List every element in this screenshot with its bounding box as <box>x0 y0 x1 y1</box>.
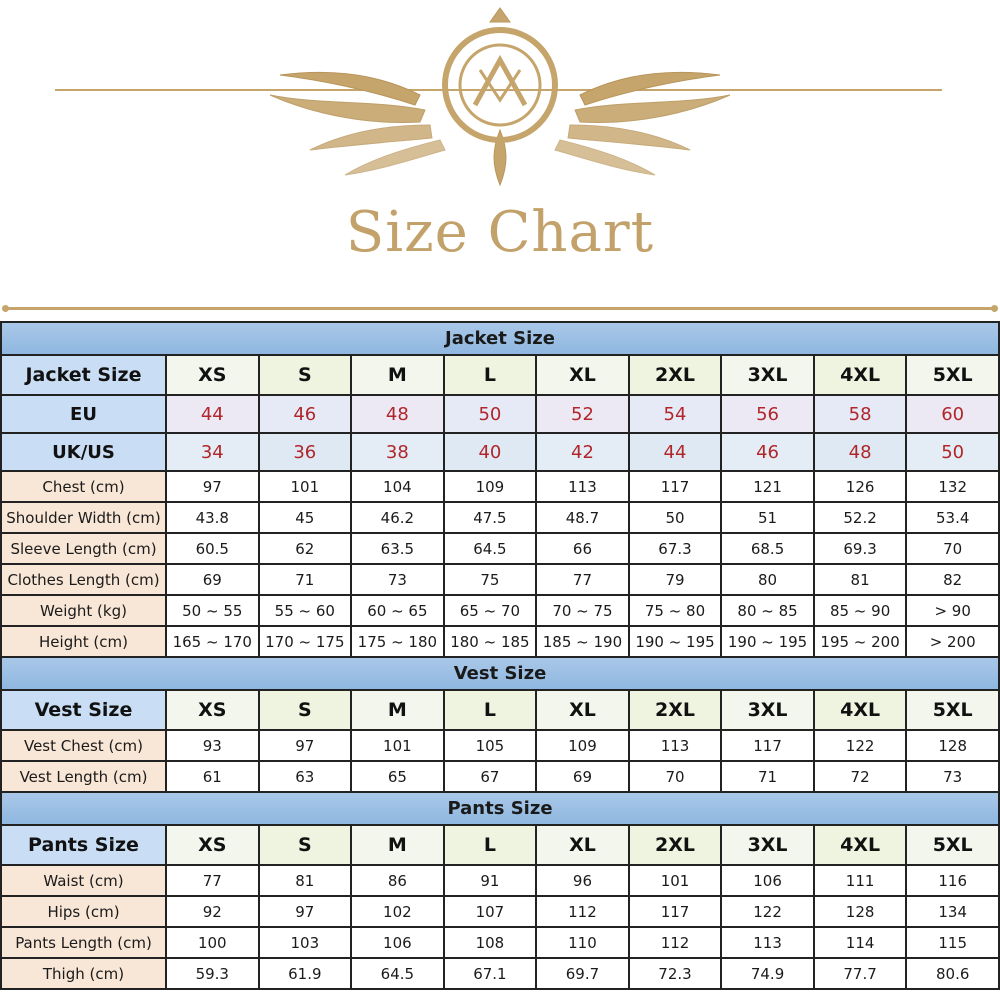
pants-measure-value: 112 <box>536 896 629 927</box>
pants-measure-value: 69.7 <box>536 958 629 989</box>
jacket-size-2: M <box>351 355 444 395</box>
pants-measure-value: 74.9 <box>721 958 814 989</box>
jacket-measure-value: 43.8 <box>166 502 259 533</box>
jacket-measure-value: 73 <box>351 564 444 595</box>
pants-measure-value: 77.7 <box>814 958 907 989</box>
vest-size-6: 3XL <box>721 690 814 730</box>
jacket-code-label: UK/US <box>1 433 166 471</box>
vest-measure-value: 71 <box>721 761 814 792</box>
pants-measure-value: 102 <box>351 896 444 927</box>
vest-measure-value: 61 <box>166 761 259 792</box>
pants-measure-value: 59.3 <box>166 958 259 989</box>
jacket-size-4: XL <box>536 355 629 395</box>
header <box>0 0 1000 320</box>
jacket-measure-value: 51 <box>721 502 814 533</box>
jacket-measure-value: 68.5 <box>721 533 814 564</box>
jacket-measure-value: 185 ~ 190 <box>536 626 629 657</box>
jacket-measure-value: 80 <box>721 564 814 595</box>
pants-measure-value: 128 <box>814 896 907 927</box>
vest-measure-value: 93 <box>166 730 259 761</box>
table-row <box>1 502 999 533</box>
jacket-measure-value: 45 <box>259 502 352 533</box>
table-row <box>1 730 999 761</box>
jacket-measure-value: 165 ~ 170 <box>166 626 259 657</box>
pants-size-header-label: Pants Size <box>1 825 166 865</box>
vest-size-8: 5XL <box>906 690 999 730</box>
jacket-code-value: 46 <box>721 433 814 471</box>
pants-measure-value: 111 <box>814 865 907 896</box>
vest-measure-value: 67 <box>444 761 537 792</box>
pants-size-4: XL <box>536 825 629 865</box>
jacket-measure-value: 69.3 <box>814 533 907 564</box>
jacket-measure-value: 97 <box>166 471 259 502</box>
pants-measure-value: 108 <box>444 927 537 958</box>
pants-measure-value: 96 <box>536 865 629 896</box>
pants-size-6: 3XL <box>721 825 814 865</box>
jacket-measure-value: 190 ~ 195 <box>721 626 814 657</box>
jacket-measure-value: > 90 <box>906 595 999 626</box>
vest-measure-label: Vest Length (cm) <box>1 761 166 792</box>
jacket-measure-value: 50 <box>629 502 722 533</box>
table-row <box>1 865 999 896</box>
jacket-measure-label: Weight (kg) <box>1 595 166 626</box>
pants-measure-value: 117 <box>629 896 722 927</box>
jacket-measure-label: Chest (cm) <box>1 471 166 502</box>
jacket-measure-value: 75 <box>444 564 537 595</box>
vest-size-4: XL <box>536 690 629 730</box>
pants-measure-value: 72.3 <box>629 958 722 989</box>
jacket-size-5: 2XL <box>629 355 722 395</box>
vest-measure-value: 128 <box>906 730 999 761</box>
divider-dot-right <box>991 305 998 312</box>
jacket-measure-value: 66 <box>536 533 629 564</box>
jacket-code-value: 54 <box>629 395 722 433</box>
jacket-measure-value: 47.5 <box>444 502 537 533</box>
jacket-measure-value: 121 <box>721 471 814 502</box>
jacket-code-value: 46 <box>259 395 352 433</box>
jacket-measure-value: 81 <box>814 564 907 595</box>
pants-measure-value: 97 <box>259 896 352 927</box>
vest-measure-value: 105 <box>444 730 537 761</box>
vest-measure-value: 97 <box>259 730 352 761</box>
jacket-measure-value: 82 <box>906 564 999 595</box>
jacket-measure-value: > 200 <box>906 626 999 657</box>
jacket-measure-value: 63.5 <box>351 533 444 564</box>
pants-measure-value: 114 <box>814 927 907 958</box>
jacket-measure-value: 64.5 <box>444 533 537 564</box>
jacket-code-value: 36 <box>259 433 352 471</box>
vest-measure-value: 113 <box>629 730 722 761</box>
pants-section-title: Pants Size <box>1 792 999 825</box>
jacket-code-value: 50 <box>906 433 999 471</box>
jacket-measure-value: 55 ~ 60 <box>259 595 352 626</box>
vest-measure-value: 101 <box>351 730 444 761</box>
vest-size-5: 2XL <box>629 690 722 730</box>
size-chart-table <box>0 321 1000 990</box>
jacket-measure-value: 170 ~ 175 <box>259 626 352 657</box>
jacket-section-title: Jacket Size <box>1 322 999 355</box>
jacket-measure-value: 80 ~ 85 <box>721 595 814 626</box>
table-row <box>1 471 999 502</box>
pants-measure-value: 64.5 <box>351 958 444 989</box>
jacket-code-value: 52 <box>536 395 629 433</box>
jacket-measure-value: 50 ~ 55 <box>166 595 259 626</box>
vest-size-header-row <box>1 690 999 730</box>
jacket-measure-value: 113 <box>536 471 629 502</box>
jacket-size-8: 5XL <box>906 355 999 395</box>
jacket-measure-value: 60.5 <box>166 533 259 564</box>
vest-section-title: Vest Size <box>1 657 999 690</box>
pants-measure-value: 106 <box>351 927 444 958</box>
jacket-measure-value: 175 ~ 180 <box>351 626 444 657</box>
pants-measure-value: 134 <box>906 896 999 927</box>
jacket-size-7: 4XL <box>814 355 907 395</box>
vest-measure-value: 69 <box>536 761 629 792</box>
pants-measure-value: 113 <box>721 927 814 958</box>
pants-size-3: L <box>444 825 537 865</box>
pants-measure-value: 92 <box>166 896 259 927</box>
jacket-code-value: 48 <box>351 395 444 433</box>
vest-size-3: L <box>444 690 537 730</box>
jacket-code-value: 56 <box>721 395 814 433</box>
jacket-measure-value: 52.2 <box>814 502 907 533</box>
vest-size-1: S <box>259 690 352 730</box>
jacket-size-1: S <box>259 355 352 395</box>
pants-size-7: 4XL <box>814 825 907 865</box>
vest-measure-value: 72 <box>814 761 907 792</box>
table-row <box>1 761 999 792</box>
jacket-code-value: 42 <box>536 433 629 471</box>
pants-size-header-row <box>1 825 999 865</box>
jacket-measure-value: 53.4 <box>906 502 999 533</box>
vest-size-2: M <box>351 690 444 730</box>
jacket-size-0: XS <box>166 355 259 395</box>
vest-measure-value: 65 <box>351 761 444 792</box>
pants-measure-value: 122 <box>721 896 814 927</box>
pants-measure-label: Thigh (cm) <box>1 958 166 989</box>
jacket-measure-value: 75 ~ 80 <box>629 595 722 626</box>
jacket-measure-value: 60 ~ 65 <box>351 595 444 626</box>
jacket-size-header-label: Jacket Size <box>1 355 166 395</box>
jacket-code-value: 38 <box>351 433 444 471</box>
pants-measure-value: 110 <box>536 927 629 958</box>
pants-measure-value: 91 <box>444 865 537 896</box>
jacket-code-value: 44 <box>166 395 259 433</box>
table-row <box>1 927 999 958</box>
table-row <box>1 958 999 989</box>
jacket-code-value: 48 <box>814 433 907 471</box>
jacket-size-header-row <box>1 355 999 395</box>
jacket-measure-value: 85 ~ 90 <box>814 595 907 626</box>
vest-size-header-label: Vest Size <box>1 690 166 730</box>
pants-measure-value: 77 <box>166 865 259 896</box>
jacket-measure-value: 46.2 <box>351 502 444 533</box>
pants-measure-value: 86 <box>351 865 444 896</box>
jacket-measure-label: Height (cm) <box>1 626 166 657</box>
gold-laurel-emblem-icon <box>250 0 750 190</box>
jacket-code-value: 34 <box>166 433 259 471</box>
jacket-measure-value: 126 <box>814 471 907 502</box>
pants-measure-label: Hips (cm) <box>1 896 166 927</box>
jacket-measure-value: 69 <box>166 564 259 595</box>
jacket-measure-value: 71 <box>259 564 352 595</box>
jacket-measure-label: Clothes Length (cm) <box>1 564 166 595</box>
jacket-code-label: EU <box>1 395 166 433</box>
jacket-size-3: L <box>444 355 537 395</box>
vest-measure-value: 73 <box>906 761 999 792</box>
bottom-divider <box>8 307 992 310</box>
vest-measure-value: 63 <box>259 761 352 792</box>
page-title: Size Chart <box>345 200 655 265</box>
jacket-measure-value: 79 <box>629 564 722 595</box>
vest-measure-label: Vest Chest (cm) <box>1 730 166 761</box>
vest-measure-value: 109 <box>536 730 629 761</box>
pants-measure-label: Pants Length (cm) <box>1 927 166 958</box>
table-row <box>1 896 999 927</box>
jacket-measure-label: Sleeve Length (cm) <box>1 533 166 564</box>
table-row <box>1 595 999 626</box>
pants-measure-value: 80.6 <box>906 958 999 989</box>
jacket-measure-value: 77 <box>536 564 629 595</box>
jacket-code-value: 60 <box>906 395 999 433</box>
pants-size-2: M <box>351 825 444 865</box>
jacket-measure-value: 65 ~ 70 <box>444 595 537 626</box>
pants-measure-value: 107 <box>444 896 537 927</box>
jacket-measure-value: 195 ~ 200 <box>814 626 907 657</box>
jacket-code-value: 44 <box>629 433 722 471</box>
jacket-code-row <box>1 395 999 433</box>
jacket-measure-value: 117 <box>629 471 722 502</box>
jacket-measure-value: 101 <box>259 471 352 502</box>
jacket-size-6: 3XL <box>721 355 814 395</box>
pants-measure-label: Waist (cm) <box>1 865 166 896</box>
pants-measure-value: 101 <box>629 865 722 896</box>
pants-measure-value: 81 <box>259 865 352 896</box>
pants-measure-value: 116 <box>906 865 999 896</box>
jacket-code-value: 40 <box>444 433 537 471</box>
pants-measure-value: 112 <box>629 927 722 958</box>
pants-size-0: XS <box>166 825 259 865</box>
pants-measure-value: 115 <box>906 927 999 958</box>
table-row <box>1 626 999 657</box>
pants-measure-value: 103 <box>259 927 352 958</box>
jacket-measure-value: 48.7 <box>536 502 629 533</box>
jacket-measure-value: 104 <box>351 471 444 502</box>
jacket-code-row <box>1 433 999 471</box>
pants-size-8: 5XL <box>906 825 999 865</box>
jacket-measure-value: 132 <box>906 471 999 502</box>
jacket-measure-value: 62 <box>259 533 352 564</box>
jacket-code-value: 58 <box>814 395 907 433</box>
vest-measure-value: 122 <box>814 730 907 761</box>
jacket-code-value: 50 <box>444 395 537 433</box>
vest-size-7: 4XL <box>814 690 907 730</box>
jacket-measure-value: 70 <box>906 533 999 564</box>
pants-measure-value: 106 <box>721 865 814 896</box>
jacket-measure-value: 70 ~ 75 <box>536 595 629 626</box>
pants-measure-value: 61.9 <box>259 958 352 989</box>
jacket-measure-value: 190 ~ 195 <box>629 626 722 657</box>
pants-measure-value: 67.1 <box>444 958 537 989</box>
vest-measure-value: 117 <box>721 730 814 761</box>
table-row <box>1 564 999 595</box>
jacket-measure-label: Shoulder Width (cm) <box>1 502 166 533</box>
jacket-measure-value: 67.3 <box>629 533 722 564</box>
pants-measure-value: 100 <box>166 927 259 958</box>
pants-size-5: 2XL <box>629 825 722 865</box>
vest-measure-value: 70 <box>629 761 722 792</box>
jacket-measure-value: 180 ~ 185 <box>444 626 537 657</box>
vest-size-0: XS <box>166 690 259 730</box>
table-row <box>1 533 999 564</box>
jacket-measure-value: 109 <box>444 471 537 502</box>
pants-size-1: S <box>259 825 352 865</box>
